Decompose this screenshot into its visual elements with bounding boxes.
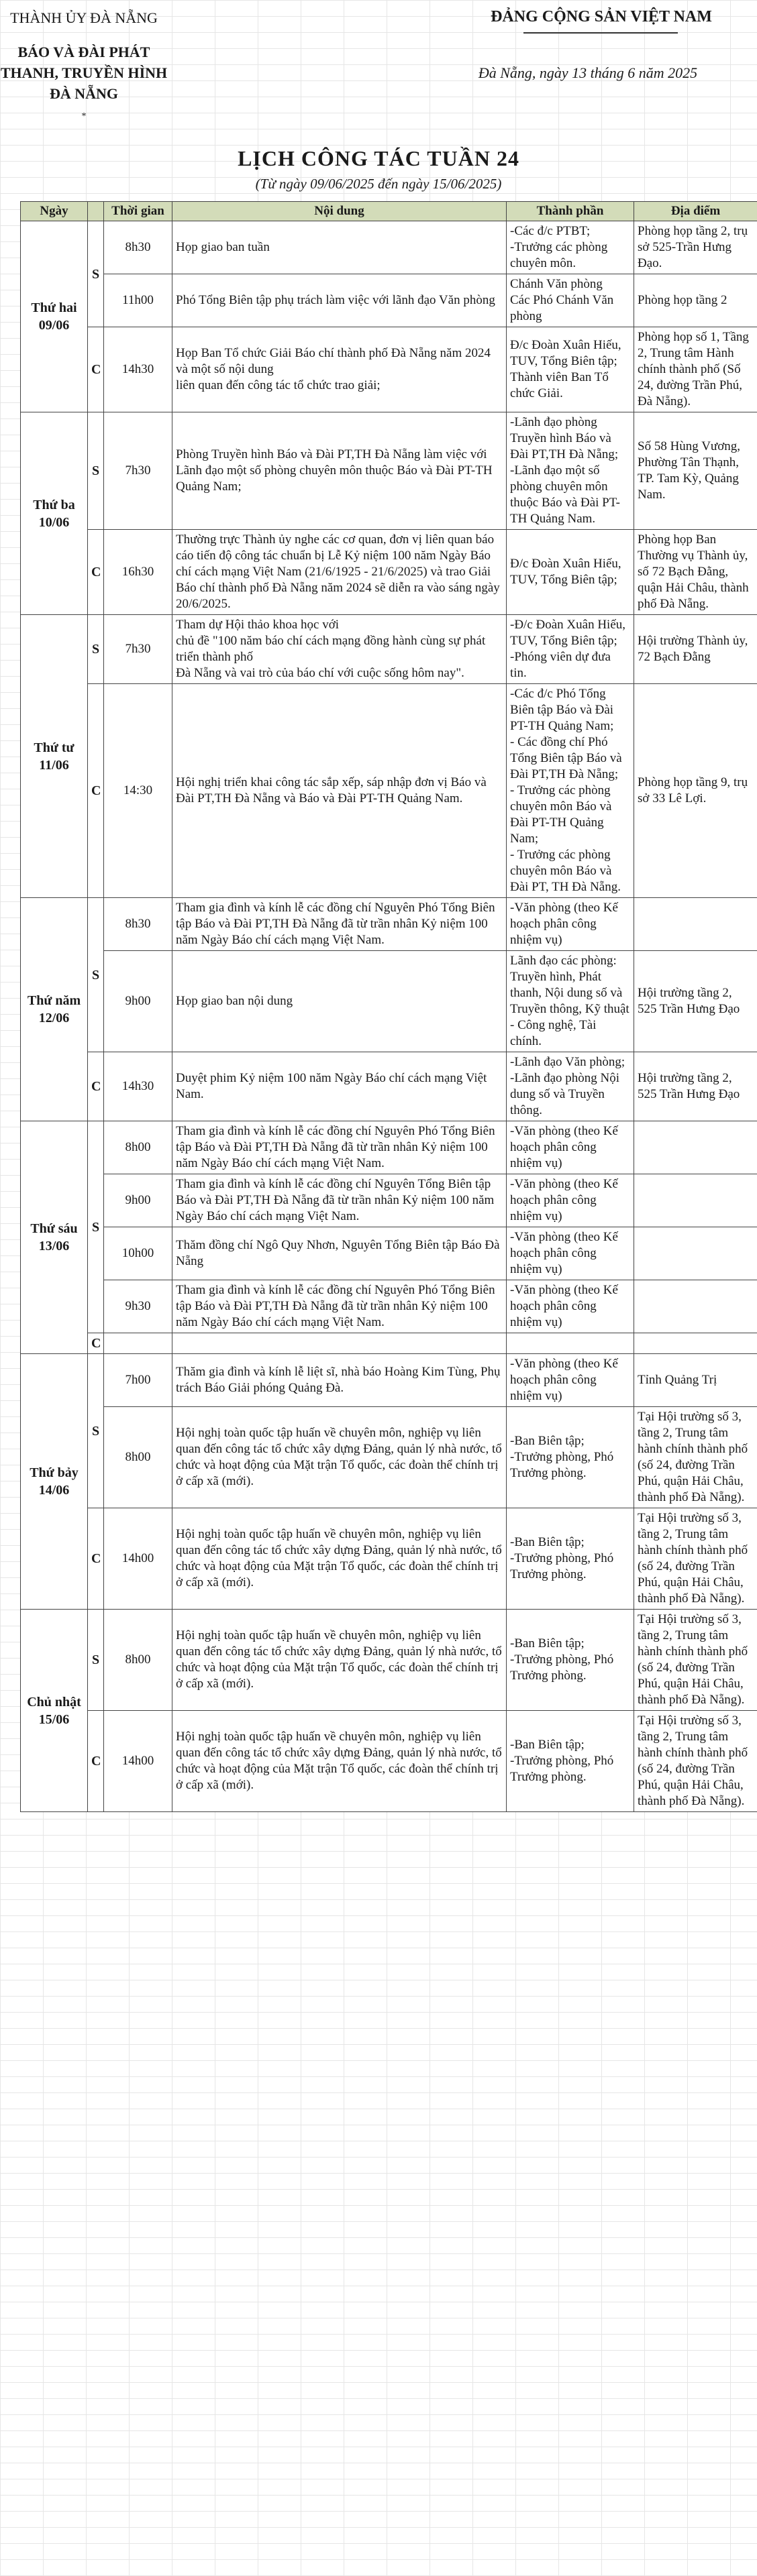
time-cell xyxy=(104,1333,172,1354)
col-header-part: Thành phần xyxy=(507,202,634,221)
content-cell: Phó Tổng Biên tập phụ trách làm việc với lãnh đạo Văn phòng xyxy=(172,274,507,327)
content-cell: Tham gia đình và kính lễ các đồng chí Nguyên Phó Tổng Biên tập Báo và Đài PT,TH Đà Nẵng đã từ trần nhân Kỷ niệm 100 năm Ngày Báo chí cách mạng Việt Nam. xyxy=(172,1121,507,1174)
party-underline xyxy=(523,32,678,34)
org-name: BÁO VÀ ĐÀI PHÁT THANH, TRUYỀN HÌNH ĐÀ NẴNG xyxy=(0,44,168,102)
time-cell: 8h30 xyxy=(104,898,172,951)
day-cell: Thứ sáu 13/06 xyxy=(21,1121,88,1354)
participants-cell: -Lãnh đạo phòng Truyền hình Báo và Đài PT,TH Đà Nẵng; -Lãnh đạo một số phòng chuyên môn thuộc Báo và Đài PT-TH Quảng Nam. xyxy=(507,412,634,530)
content-cell: Thăm gia đình và kính lễ liệt sĩ, nhà báo Hoàng Kim Tùng, Phụ trách Báo Giải phóng Quảng Đà. xyxy=(172,1354,507,1407)
content-cell: Hội nghị triển khai công tác sắp xếp, sáp nhập đơn vị Báo và Đài PT,TH Đà Nẵng và Báo và Đài PT-TH Quảng Nam. xyxy=(172,684,507,898)
participants-cell: -Văn phòng (theo Kế hoạch phân công nhiệm vụ) xyxy=(507,1174,634,1227)
place-cell: Tại Hội trường số 3, tầng 2, Trung tâm hành chính thành phố (số 24, đường Trần Phú, quận Hải Châu, thành phố Đà Nẵng). xyxy=(634,1407,757,1508)
org-parent-name: THÀNH ỦY ĐÀ NẴNG xyxy=(10,9,158,26)
day-cell: Thứ tư 11/06 xyxy=(21,615,88,898)
place-cell: Phòng họp Ban Thường vụ Thành ủy, số 72 Bạch Đằng, quận Hải Châu, thành phố Đà Nẵng. xyxy=(634,530,757,615)
table-row xyxy=(21,1407,757,1508)
content-cell: Họp Ban Tổ chức Giải Báo chí thành phố Đà Nẵng năm 2024 và một số nội dung liên quan đến công tác tổ chức trao giải; xyxy=(172,327,507,412)
place-cell: Hội trường tầng 2, 525 Trần Hưng Đạo xyxy=(634,951,757,1052)
col-header-day: Ngày xyxy=(21,202,88,221)
table-row xyxy=(21,898,757,951)
table-row xyxy=(21,530,757,615)
time-cell: 16h30 xyxy=(104,530,172,615)
place-cell xyxy=(634,898,757,951)
table-row xyxy=(21,1052,757,1121)
content-cell xyxy=(172,1333,507,1354)
content-cell: Phòng Truyền hình Báo và Đài PT,TH Đà Nẵng làm việc với Lãnh đạo một số phòng chuyên môn thuộc Báo và Đài PT-TH Quảng Nam; xyxy=(172,412,507,530)
participants-cell: -Các đ/c Phó Tổng Biên tập Báo và Đài PT-TH Quảng Nam; - Các đồng chí Phó Tổng Biên tập Báo và Đài PT,TH Đà Nẵng; - Trưởng các phòng chuyên môn Báo và Đài PT-TH Quảng Nam; - Trưởng các phòng chuyên môn Báo và Đài PT, TH Đà Nẵng. xyxy=(507,684,634,898)
table-row xyxy=(21,1711,757,1812)
time-cell: 9h00 xyxy=(104,951,172,1052)
col-header-place: Địa điểm xyxy=(634,202,757,221)
schedule-table-wrap xyxy=(20,201,757,1812)
session-cell: C xyxy=(88,327,104,412)
participants-cell: -Ban Biên tập; -Trưởng phòng, Phó Trưởng phòng. xyxy=(507,1711,634,1812)
table-row xyxy=(21,327,757,412)
participants-cell: -Đ/c Đoàn Xuân Hiếu, TUV, Tổng Biên tập; -Phóng viên dự đưa tin. xyxy=(507,615,634,684)
day-cell: Thứ năm 12/06 xyxy=(21,898,88,1121)
session-cell: S xyxy=(88,1354,104,1508)
col-header-session xyxy=(88,202,104,221)
content-cell: Hội nghị toàn quốc tập huấn về chuyên môn, nghiệp vụ liên quan đến công tác tổ chức xây dựng Đảng, quản lý nhà nước, tổ chức và hoạt động của Mặt trận Tổ quốc, các đoàn thể chính trị ở cấp xã (mới). xyxy=(172,1610,507,1711)
participants-cell: Chánh Văn phòng Các Phó Chánh Văn phòng xyxy=(507,274,634,327)
document-header xyxy=(0,0,757,201)
time-cell: 9h00 xyxy=(104,1174,172,1227)
participants-cell: -Ban Biên tập; -Trưởng phòng, Phó Trưởng phòng. xyxy=(507,1407,634,1508)
time-cell: 14h00 xyxy=(104,1711,172,1812)
table-header-row xyxy=(21,202,757,221)
session-cell: C xyxy=(88,684,104,898)
participants-cell: -Văn phòng (theo Kế hoạch phân công nhiệm vụ) xyxy=(507,1280,634,1333)
content-cell: Duyệt phim Kỷ niệm 100 năm Ngày Báo chí cách mạng Việt Nam. xyxy=(172,1052,507,1121)
content-cell: Họp giao ban nội dung xyxy=(172,951,507,1052)
participants-cell: -Văn phòng (theo Kế hoạch phân công nhiệm vụ) xyxy=(507,1121,634,1174)
time-cell: 8h00 xyxy=(104,1407,172,1508)
col-header-content: Nội dung xyxy=(172,202,507,221)
content-cell: Hội nghị toàn quốc tập huấn về chuyên môn, nghiệp vụ liên quan đến công tác tổ chức xây dựng Đảng, quản lý nhà nước, tổ chức và hoạt động của Mặt trận Tổ quốc, các đoàn thể chính trị ở cấp xã (mới). xyxy=(172,1407,507,1508)
table-row xyxy=(21,1354,757,1407)
content-cell: Hội nghị toàn quốc tập huấn về chuyên môn, nghiệp vụ liên quan đến công tác tổ chức xây dựng Đảng, quản lý nhà nước, tổ chức và hoạt động của Mặt trận Tổ quốc, các đoàn thể chính trị ở cấp xã (mới). xyxy=(172,1711,507,1812)
time-cell: 7h30 xyxy=(104,412,172,530)
place-cell: Số 58 Hùng Vương, Phường Tân Thạnh, TP. Tam Kỳ, Quảng Nam. xyxy=(634,412,757,530)
content-cell: Tham gia đình và kính lễ các đồng chí Nguyên Phó Tổng Biên tập Báo và Đài PT,TH Đà Nẵng đã từ trần nhân Kỷ niệm 100 năm Ngày Báo chí cách mạng Việt Nam. xyxy=(172,898,507,951)
participants-cell xyxy=(507,1333,634,1354)
participants-cell: -Ban Biên tập; -Trưởng phòng, Phó Trưởng phòng. xyxy=(507,1610,634,1711)
table-row xyxy=(21,684,757,898)
session-cell: C xyxy=(88,1333,104,1354)
table-row xyxy=(21,1174,757,1227)
place-cell: Tại Hội trường số 3, tầng 2, Trung tâm hành chính thành phố (số 24, đường Trần Phú, quận Hải Châu, thành phố Đà Nẵng). xyxy=(634,1711,757,1812)
table-row xyxy=(21,274,757,327)
session-cell: S xyxy=(88,412,104,530)
time-cell: 8h00 xyxy=(104,1610,172,1711)
place-cell: Phòng họp tầng 2 xyxy=(634,274,757,327)
time-cell: 7h00 xyxy=(104,1354,172,1407)
table-row xyxy=(21,615,757,684)
session-cell: S xyxy=(88,221,104,327)
time-cell: 14h30 xyxy=(104,327,172,412)
table-row xyxy=(21,1121,757,1174)
col-header-time: Thời gian xyxy=(104,202,172,221)
time-cell: 14h30 xyxy=(104,1052,172,1121)
session-cell: S xyxy=(88,615,104,684)
participants-cell: Đ/c Đoàn Xuân Hiếu, TUV, Tổng Biên tập; xyxy=(507,530,634,615)
table-row xyxy=(21,221,757,274)
time-cell: 14h00 xyxy=(104,1508,172,1610)
org-star: * xyxy=(81,111,87,121)
participants-cell: -Văn phòng (theo Kế hoạch phân công nhiệm vụ) xyxy=(507,1227,634,1280)
time-cell: 10h00 xyxy=(104,1227,172,1280)
place-cell xyxy=(634,1174,757,1227)
content-cell: Tham dự Hội thảo khoa học với chủ đề "100 năm báo chí cách mạng đồng hành cùng sự phát triển thành phố Đà Nẵng và vai trò của báo chí với cuộc sống hôm nay". xyxy=(172,615,507,684)
day-cell: Thứ ba 10/06 xyxy=(21,412,88,615)
time-cell: 9h30 xyxy=(104,1280,172,1333)
place-cell: Tỉnh Quảng Trị xyxy=(634,1354,757,1407)
content-cell: Hội nghị toàn quốc tập huấn về chuyên môn, nghiệp vụ liên quan đến công tác tổ chức xây dựng Đảng, quản lý nhà nước, tổ chức và hoạt động của Mặt trận Tổ quốc, các đoàn thể chính trị ở cấp xã (mới). xyxy=(172,1508,507,1610)
time-cell: 14:30 xyxy=(104,684,172,898)
place-cell: Hội trường tầng 2, 525 Trần Hưng Đạo xyxy=(634,1052,757,1121)
session-cell: S xyxy=(88,898,104,1052)
participants-cell: Đ/c Đoàn Xuân Hiếu, TUV, Tổng Biên tập; Thành viên Ban Tổ chức Giải. xyxy=(507,327,634,412)
participants-cell: -Ban Biên tập; -Trưởng phòng, Phó Trưởng phòng. xyxy=(507,1508,634,1610)
schedule-subtitle: (Từ ngày 09/06/2025 đến ngày 15/06/2025) xyxy=(255,176,502,192)
schedule-table xyxy=(20,201,757,1812)
session-cell: C xyxy=(88,530,104,615)
table-row xyxy=(21,951,757,1052)
table-row xyxy=(21,1610,757,1711)
session-cell: S xyxy=(88,1121,104,1333)
table-row xyxy=(21,1227,757,1280)
time-cell: 7h30 xyxy=(104,615,172,684)
content-cell: Họp giao ban tuần xyxy=(172,221,507,274)
place-cell xyxy=(634,1227,757,1280)
place-cell xyxy=(634,1280,757,1333)
participants-cell: -Văn phòng (theo Kế hoạch phân công nhiệm vụ) xyxy=(507,898,634,951)
place-cell: Tại Hội trường số 3, tầng 2, Trung tâm hành chính thành phố (số 24, đường Trần Phú, quận Hải Châu, thành phố Đà Nẵng). xyxy=(634,1610,757,1711)
place-cell: Phòng họp tầng 9, trụ sở 33 Lê Lợi. xyxy=(634,684,757,898)
content-cell: Tham gia đình và kính lễ các đồng chí Nguyên Phó Tổng Biên tập Báo và Đài PT,TH Đà Nẵng đã từ trần nhân Kỷ niệm 100 năm Ngày Báo chí cách mạng Việt Nam. xyxy=(172,1280,507,1333)
content-cell: Thường trực Thành ủy nghe các cơ quan, đơn vị liên quan báo cáo tiến độ công tác chuẩn bị Lễ Kỷ niệm 100 năm Ngày Báo chí cách mạng Việt Nam (21/6/1925 - 21/6/2025) và trao Giải Báo chí thành phố Đà Nẵng năm 2024 sẽ diễn ra vào sáng ngày 20/6/2025. xyxy=(172,530,507,615)
day-cell: Thứ bảy 14/06 xyxy=(21,1354,88,1610)
table-row xyxy=(21,412,757,530)
table-row xyxy=(21,1333,757,1354)
place-cell: Tại Hội trường số 3, tầng 2, Trung tâm hành chính thành phố (số 24, đường Trần Phú, quận Hải Châu, thành phố Đà Nẵng). xyxy=(634,1508,757,1610)
time-cell: 11h00 xyxy=(104,274,172,327)
participants-cell: -Lãnh đạo Văn phòng; -Lãnh đạo phòng Nội dung số và Truyền thông. xyxy=(507,1052,634,1121)
place-cell xyxy=(634,1333,757,1354)
content-cell: Thăm đồng chí Ngô Quy Nhơn, Nguyên Tổng Biên tập Báo Đà Nẵng xyxy=(172,1227,507,1280)
time-cell: 8h00 xyxy=(104,1121,172,1174)
table-row xyxy=(21,1508,757,1610)
schedule-title: LỊCH CÔNG TÁC TUẦN 24 xyxy=(238,146,519,170)
place-cell: Phòng họp số 1, Tầng 2, Trung tâm Hành chính thành phố (Số 24, đường Trần Phú, Đà Nẵng). xyxy=(634,327,757,412)
session-cell: C xyxy=(88,1052,104,1121)
party-heading: ĐẢNG CỘNG SẢN VIỆT NAM xyxy=(491,8,712,25)
participants-cell: -Văn phòng (theo Kế hoạch phân công nhiệm vụ) xyxy=(507,1354,634,1407)
participants-cell: -Các đ/c PTBT; -Trưởng các phòng chuyên môn. xyxy=(507,221,634,274)
table-row xyxy=(21,1280,757,1333)
participants-cell: Lãnh đạo các phòng: Truyền hình, Phát thanh, Nội dung số và Truyền thông, Kỹ thuật - Công nghệ, Tài chính. xyxy=(507,951,634,1052)
schedule-body xyxy=(21,221,757,1812)
day-cell: Thứ hai 09/06 xyxy=(21,221,88,412)
place-cell: Phòng họp tầng 2, trụ sở 525-Trần Hưng Đạo. xyxy=(634,221,757,274)
day-cell: Chủ nhật 15/06 xyxy=(21,1610,88,1812)
place-cell: Hội trường Thành ủy, 72 Bạch Đằng xyxy=(634,615,757,684)
session-cell: S xyxy=(88,1610,104,1711)
place-cell xyxy=(634,1121,757,1174)
time-cell: 8h30 xyxy=(104,221,172,274)
content-cell: Tham gia đình và kính lễ các đồng chí Nguyên Tổng Biên tập Báo và Đài PT,TH Đà Nẵng đã từ trần nhân Kỷ niệm 100 năm Ngày Báo chí cách mạng Việt Nam. xyxy=(172,1174,507,1227)
session-cell: C xyxy=(88,1711,104,1812)
place-date: Đà Nẵng, ngày 13 tháng 6 năm 2025 xyxy=(478,64,698,81)
session-cell: C xyxy=(88,1508,104,1610)
